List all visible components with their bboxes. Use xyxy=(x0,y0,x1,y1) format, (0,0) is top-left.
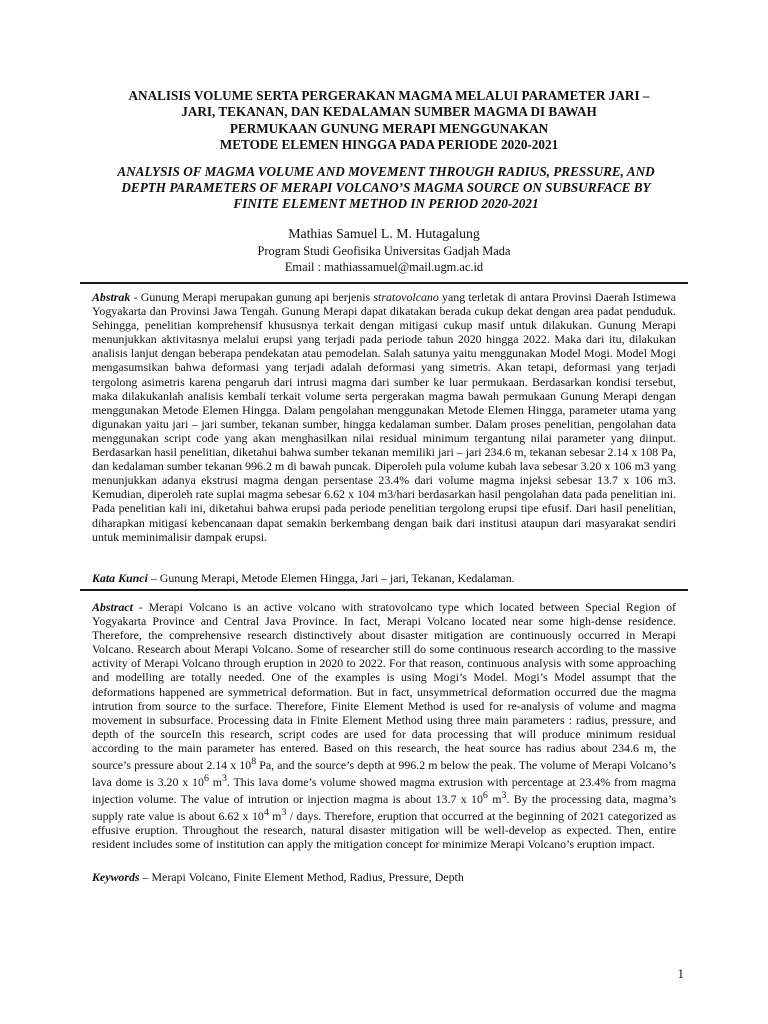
abstract-sep: - xyxy=(132,600,149,614)
superscript: 6 xyxy=(482,790,488,802)
abstrak-text-start: Gunung Merapi merupakan gunung api berjenis xyxy=(140,290,374,304)
keywords xyxy=(92,870,676,884)
title-indonesian xyxy=(96,88,682,153)
abstrak-paragraph xyxy=(92,290,676,544)
abstrak-label: Abstrak xyxy=(92,290,131,304)
divider-middle xyxy=(80,589,688,591)
superscript: 3 xyxy=(281,807,287,819)
title-en-line: ANALYSIS OF MAGMA VOLUME AND MOVEMENT THROUGH RADIUS, PRESSURE, AND xyxy=(117,164,655,179)
author-email: Email : mathiassamuel@mail.ugm.ac.id xyxy=(284,260,484,274)
author-affiliation: Program Studi Geofisika Universitas Gadjah Mada xyxy=(257,244,511,258)
abstract-text: / days. Therefore, eruption that occurred at the beginning of 2021 categorized as effusive eruption. Throughout the research, natural disaster mitigation will be well-develop as expected. Then, entire resident includes some of institution can apply the mitigation concept for minimize Merapi Volcano’s eruption impact. xyxy=(92,809,676,852)
abstrak-italic-term: stratovolcano xyxy=(373,290,439,304)
page-number: 1 xyxy=(677,966,684,981)
keywords-text: – Merapi Volcano, Finite Element Method, Radius, Pressure, Depth xyxy=(139,870,464,884)
abstract-text: . By the processing data, magma’s supply rate value is about 6.62 x 10 xyxy=(92,792,676,824)
superscript: 3 xyxy=(501,790,507,802)
superscript: 4 xyxy=(263,807,269,819)
author-name: Mathias Samuel L. M. Hutagalung xyxy=(288,226,480,241)
abstract-text: m xyxy=(268,809,282,824)
kata-kunci-text: – Gunung Merapi, Metode Elemen Hingga, Jari – jari, Tekanan, Kedalaman. xyxy=(147,571,515,585)
title-id-line: PERMUKAAN GUNUNG MERAPI MENGGUNAKAN xyxy=(229,120,549,136)
title-id-line: JARI, TEKANAN, DAN KEDALAMAN SUMBER MAGMA DI BAWAH xyxy=(181,104,597,120)
divider-top xyxy=(80,282,688,284)
superscript: 8 xyxy=(251,756,257,768)
title-id-line: METODE ELEMEN HINGGA PADA PERIODE 2020-2021 xyxy=(219,136,559,152)
superscript: 3 xyxy=(221,773,227,785)
abstract-text: Merapi Volcano is an active volcano with stratovolcano type which located between Special Region of Yogyakarta Province and Central Java Province. In fact, Merapi Volcano located near some high-dense residence. Therefore, the comprehensive research distinctively about disaster mitigation are continuously occurred in Merapi Volcano. Research about Merapi Volcano. Some of researcher still do some continuous research according to the massive activity of Merapi Volcano through eruption in 2020 to 2022. For that reason, continuous analysis with some approaching and modelling are totally needed. One of the examples is using Mogi’s Model. Mogi’s Model assumpt that the deformations happened are symmetrical deformation. But in fact, unsymmetrical deformation occurred due the magma intrution from source to the surface. Therefore, Finite Element Method is used for re-analysis of volume and magma movement in subsurface. Processing data in Finite Element Method using three main parameters : radius, pressure, and depth of the sourceIn this research, script codes are used for data processing that will produce minimum residual according to the main parameter has entered. Based on this research, the heat source has radius about 234.6 m, the source’s pressure about 2.14 x 10 xyxy=(92,600,677,772)
kata-kunci-label: Kata Kunci xyxy=(92,571,148,585)
title-en-line: FINITE ELEMENT METHOD IN PERIOD 2020-2021 xyxy=(233,196,539,211)
abstract-text: Pa, and the source’s depth at 996.2 m below the peak. The volume of Merapi Volcano’s lava dome is 3.20 x 10 xyxy=(92,758,677,790)
superscript: 6 xyxy=(203,773,209,785)
abstract-text: . This lava dome’s volume showed magma extrusion with percentage at 23.4% from magma injection volume. The value of intrution or injection magma is about 13.7 x 10 xyxy=(92,775,676,807)
title-id-line: ANALISIS VOLUME SERTA PERGERAKAN MAGMA MELALUI PARAMETER JARI – xyxy=(128,88,650,103)
abstrak-text: yang terletak di antara Provinsi Daerah Istimewa Yogyakarta dan Provinsi Jawa Tengah. Gunung Merapi dapat dikatakan berada cukup dekat dengan area padat penduduk. Sehingga, penelitian komprehensif khususnya terkait dengan mitigasi cukup masif untuk dilakukan. Gunung Merapi menunjukkan aktivitasnya melalui erupsi yang terjadi pada periode tahun 2020 hingga 2022. Maka dari itu, dilakukan analisis lanjut dengan beberapa pendekatan atau pemodelan. Salah satunya yaitu menggunakan Model Mogi. Model Mogi mengasumsikan bahwa deformasi yang terjadi adalah deformasi yang simetris. Akan tetapi, deformasi yang terjadi tergolong asimetris karena pengaruh dari intrusi magma dari sumber ke luar permukaan. Berdasarkan kondisi tersebut, maka dilakukanlah analisis kembali terkait volume serta pergerakan magma bawah permukaan Gunung Merapi dengan menggunakan Metode Elemen Hingga. Dalam pengolahan menggunakan Metode Elemen Hingga, parameter utama yang digunakan yaitu jari – jari sumber, tekanan sumber, hingga kedalaman sumber. Dalam proses penelitian, pengolahan data menggunakan script code yang akan menghasilkan nilai residual minimum tergantung nilai parameter yang diinput. Berdasarkan hasil penelitian, diketahui bahwa sumber tekanan memiliki jari – jari 234.6 m, tekanan sebesar 2.14 x 108 Pa, dan kedalaman sumber tekanan 996.2 m di bawah puncak. Diperoleh pula volume kubah lava sebesar 3.20 x 106 m3 yang menunjukkan adanya ekstrusi magma dengan persentase 23.4% dari volume magma injeksi sebesar 13.7 x 106 m3. Kemudian, diperoleh rate suplai magma sebesar 6.62 x 104 m3/hari berdasarkan hasil pengolahan data pada penelitian ini. Pada penelitian kali ini, diketahui bahwa erupsi pada periode penelitian tergolong erupsi tipe efusif. Dari hasil penelitian, diharapkan mitigasi kebencanaan dapat semakin berkembang dengan baik dari institusi ataupun dari masyarakat sendiri untuk meminimalisir dampak erupsi. xyxy=(92,290,677,544)
abstrak-sep: - xyxy=(130,290,141,304)
abstract-label: Abstract xyxy=(92,600,133,614)
title-en-line: DEPTH PARAMETERS OF MERAPI VOLCANO’S MAGMA SOURCE ON SUBSURFACE BY xyxy=(121,180,651,195)
kata-kunci xyxy=(92,571,676,585)
abstract-text: m xyxy=(208,775,222,790)
abstract-text: m xyxy=(487,792,502,807)
keywords-label: Keywords xyxy=(92,870,140,884)
abstract-paragraph xyxy=(92,600,676,851)
title-english xyxy=(86,164,686,212)
